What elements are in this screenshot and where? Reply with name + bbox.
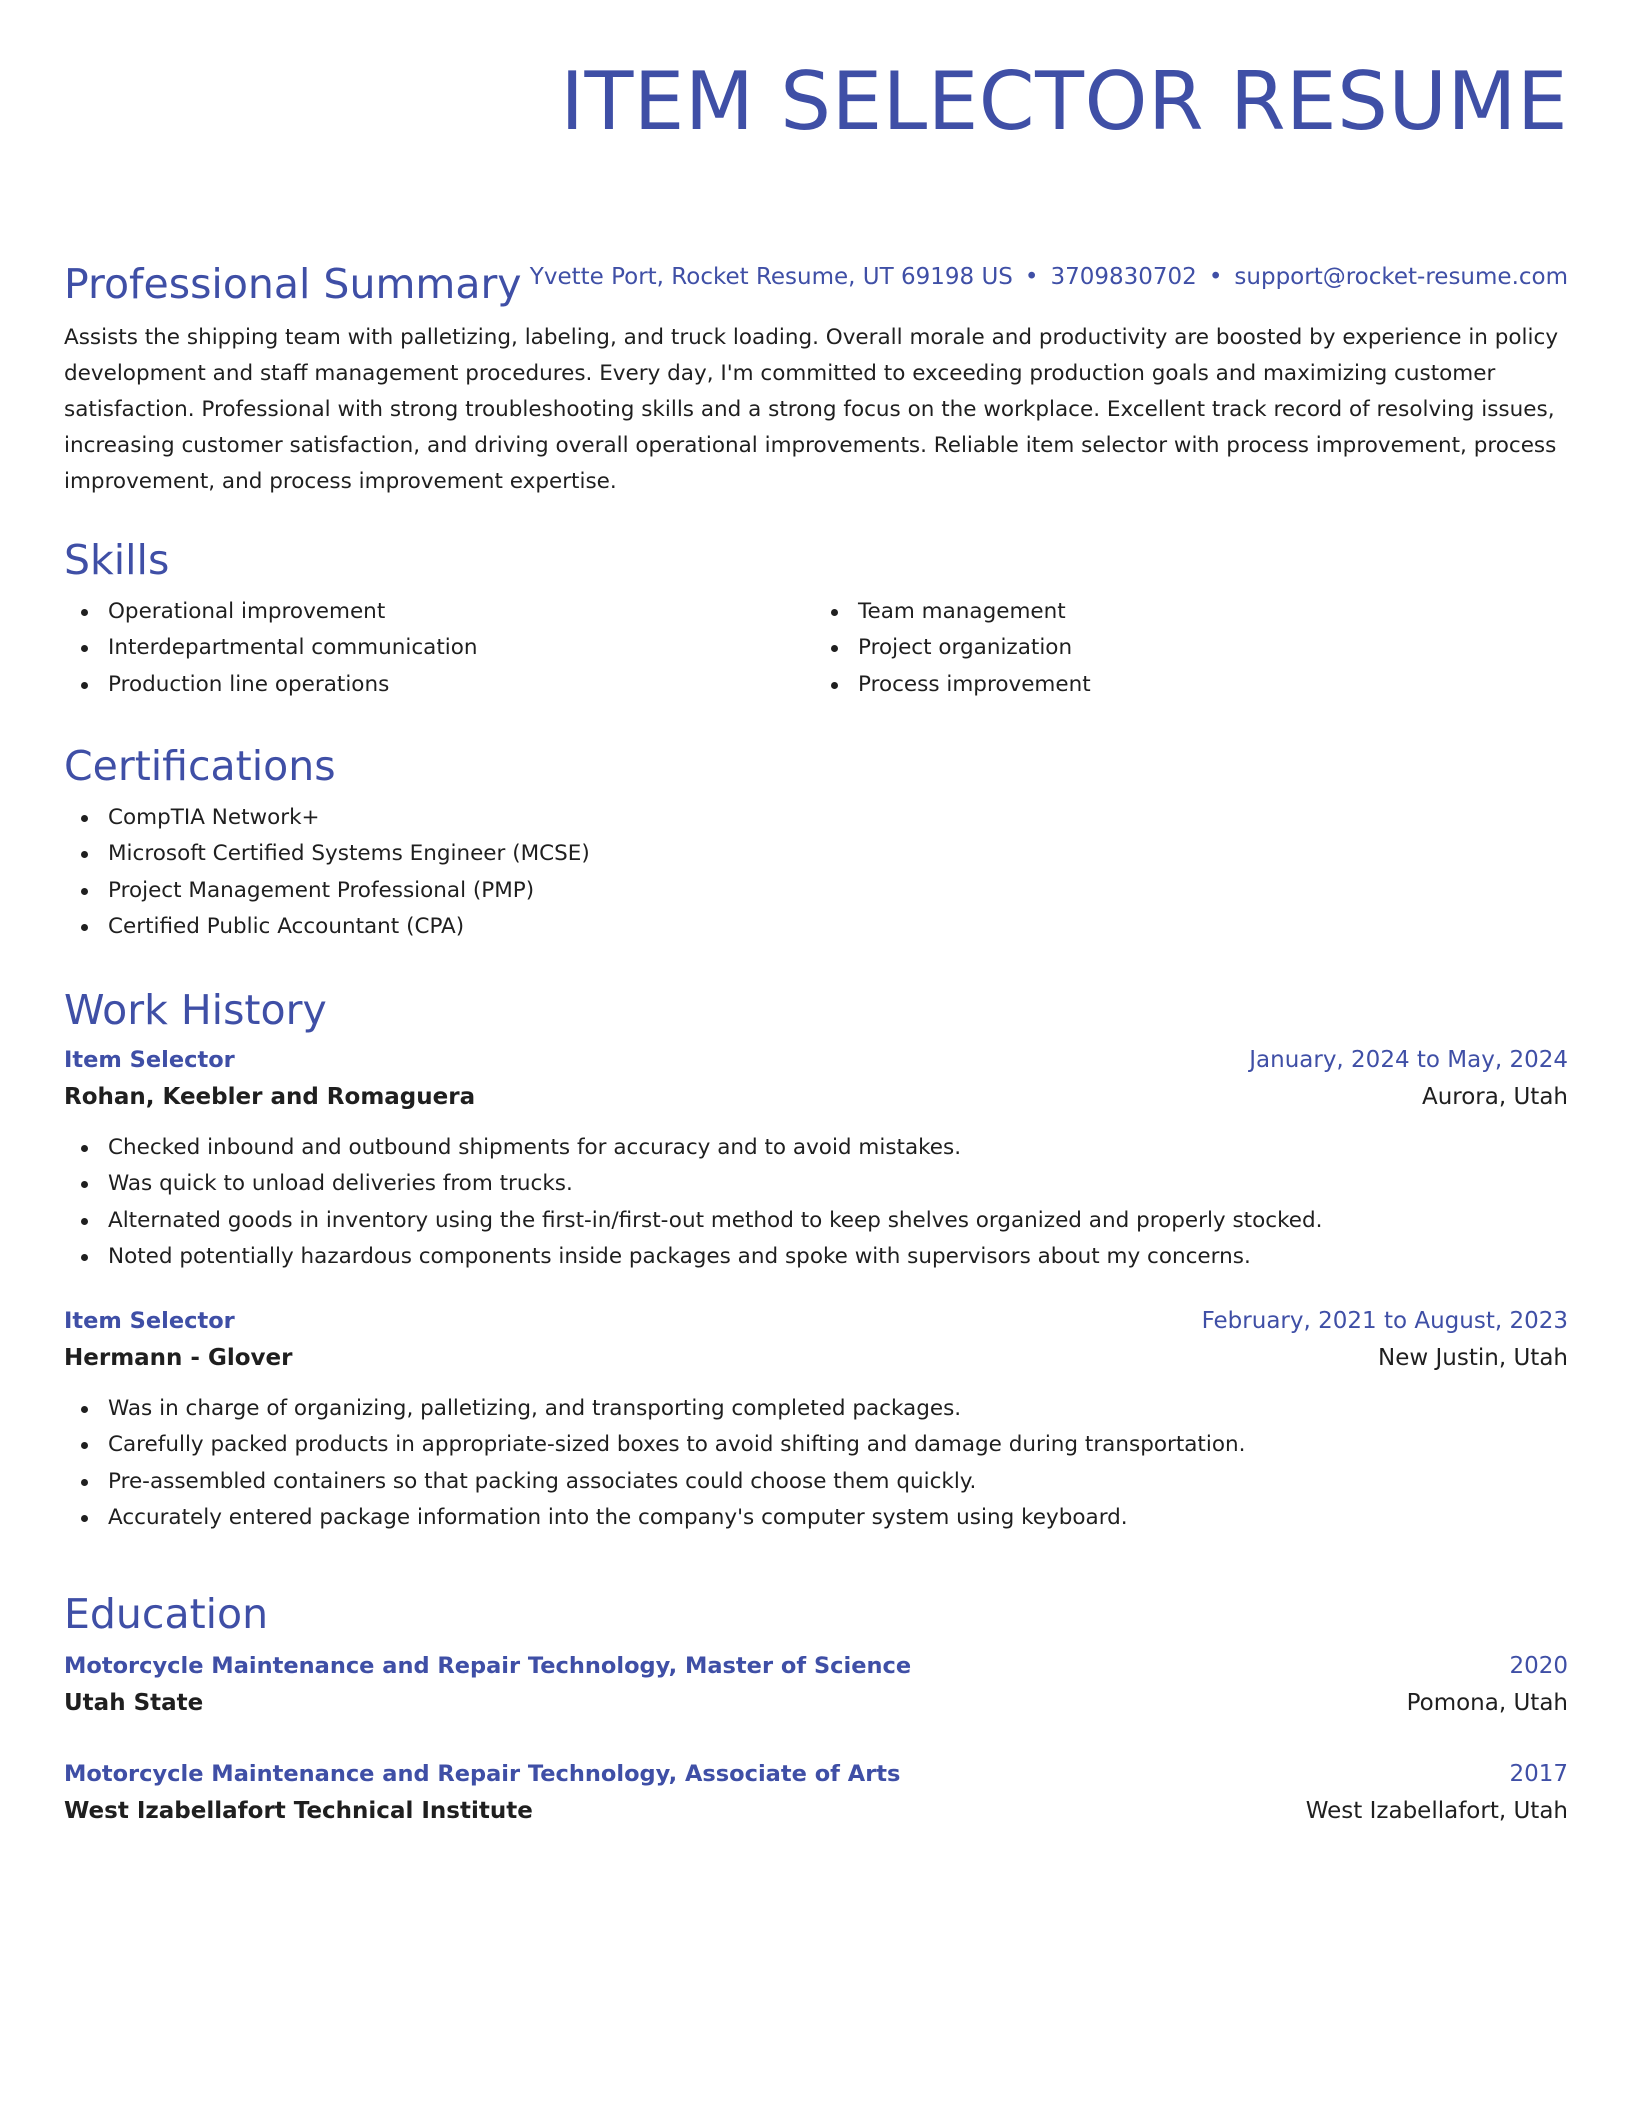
contact-address: Yvette Port, Rocket Resume, UT 69198 US	[529, 264, 1013, 290]
education-location: Pomona, Utah	[1406, 1690, 1568, 1716]
skills-columns	[64, 594, 1568, 703]
list-item: Pre-assembled containers so that packing associates could choose them quickly.	[108, 1464, 1568, 1500]
education-year: 2020	[1509, 1653, 1568, 1679]
list-item: Accurately entered package information into the company's computer system using keyboard.	[108, 1500, 1568, 1536]
job-location: Aurora, Utah	[1421, 1084, 1568, 1110]
list-item: Operational improvement	[108, 594, 818, 630]
work-history-section	[64, 986, 1568, 1536]
list-item: Team management	[858, 594, 1568, 630]
list-item: Checked inbound and outbound shipments for accuracy and to avoid mistakes.	[108, 1130, 1568, 1166]
skills-heading: Skills	[64, 536, 170, 584]
job-entry	[64, 1042, 1568, 1275]
summary-heading: Professional Summary	[64, 260, 522, 308]
skills-right-list	[818, 594, 1568, 703]
education-school-row	[64, 1684, 1568, 1722]
education-school: West Izabellafort Technical Institute	[64, 1798, 533, 1824]
list-item: Certified Public Accountant (CPA)	[108, 909, 1568, 945]
list-item: Noted potentially hazardous components inside packages and spoke with supervisors about my concerns.	[108, 1239, 1568, 1275]
certifications-list	[64, 800, 1568, 945]
list-item: Alternated goods in inventory using the first-in/first-out method to keep shelves organized and properly stocked.	[108, 1203, 1568, 1239]
list-item: CompTIA Network+	[108, 800, 1568, 836]
list-item: Project organization	[858, 630, 1568, 666]
job-company-row	[64, 1339, 1568, 1377]
education-header-row	[64, 1756, 1568, 1792]
job-dates: January, 2024 to May, 2024	[1249, 1047, 1568, 1073]
education-header-row	[64, 1648, 1568, 1684]
job-location: New Justin, Utah	[1378, 1345, 1568, 1372]
education-degree: Motorcycle Maintenance and Repair Technology, Associate of Arts	[64, 1761, 901, 1787]
education-location: West Izabellafort, Utah	[1305, 1798, 1568, 1824]
education-section	[64, 1590, 1568, 1830]
contact-separator: •	[1024, 264, 1039, 290]
skills-section	[64, 536, 1568, 703]
list-item: Production line operations	[108, 667, 818, 703]
list-item: Was in charge of organizing, palletizing, and transporting completed packages.	[108, 1391, 1568, 1427]
contact-email[interactable]: support@rocket-resume.com	[1234, 264, 1568, 290]
education-entry	[64, 1648, 1568, 1722]
job-bullets	[64, 1391, 1568, 1536]
list-item: Interdepartmental communication	[108, 630, 818, 666]
job-header-row	[64, 1042, 1568, 1078]
job-header-row	[64, 1303, 1568, 1339]
work-history-heading: Work History	[64, 986, 327, 1034]
summary-text: Assists the shipping team with palletizing, labeling, and truck loading. Overall morale and productivity are boosted by experience in policy development and staff management procedures. Every day, I'm committed to exceeding production goals and maximizing customer satisfaction. Professional with strong troubleshooting skills and a strong focus on the workplace. Excellent track record of resolving issues, increasing customer satisfaction, and driving overall operational improvements. Reliable item selector with process improvement, process improvement, and process improvement expertise.	[64, 325, 1559, 494]
job-company: Hermann - Glover	[64, 1345, 293, 1372]
list-item: Was quick to unload deliveries from trucks.	[108, 1166, 1568, 1202]
job-dates: February, 2021 to August, 2023	[1201, 1308, 1568, 1335]
job-title: Item Selector	[64, 1308, 235, 1335]
list-item: Carefully packed products in appropriate-sized boxes to avoid shifting and damage during transportation.	[108, 1427, 1568, 1463]
job-company-row	[64, 1078, 1568, 1116]
education-school: Utah State	[64, 1690, 204, 1716]
list-item: Microsoft Certified Systems Engineer (MCSE)	[108, 836, 1568, 872]
education-entry	[64, 1756, 1568, 1830]
list-item: Process improvement	[858, 667, 1568, 703]
skills-left-list	[64, 594, 818, 703]
list-item: Project Management Professional (PMP)	[108, 873, 1568, 909]
education-degree: Motorcycle Maintenance and Repair Technology, Master of Science	[64, 1653, 912, 1679]
job-entry	[64, 1303, 1568, 1536]
contact-phone: 3709830702	[1050, 264, 1197, 290]
job-company: Rohan, Keebler and Romaguera	[64, 1084, 476, 1110]
education-school-row	[64, 1792, 1568, 1830]
education-heading: Education	[64, 1590, 269, 1638]
summary-section	[64, 260, 1568, 500]
job-bullets	[64, 1130, 1568, 1275]
contact-separator: •	[1208, 264, 1223, 290]
certifications-heading: Certifications	[64, 742, 336, 790]
resume-title: ITEM SELECTOR RESUME	[560, 55, 1568, 148]
certifications-section	[64, 742, 1568, 945]
education-year: 2017	[1509, 1761, 1568, 1787]
job-title: Item Selector	[64, 1047, 235, 1073]
